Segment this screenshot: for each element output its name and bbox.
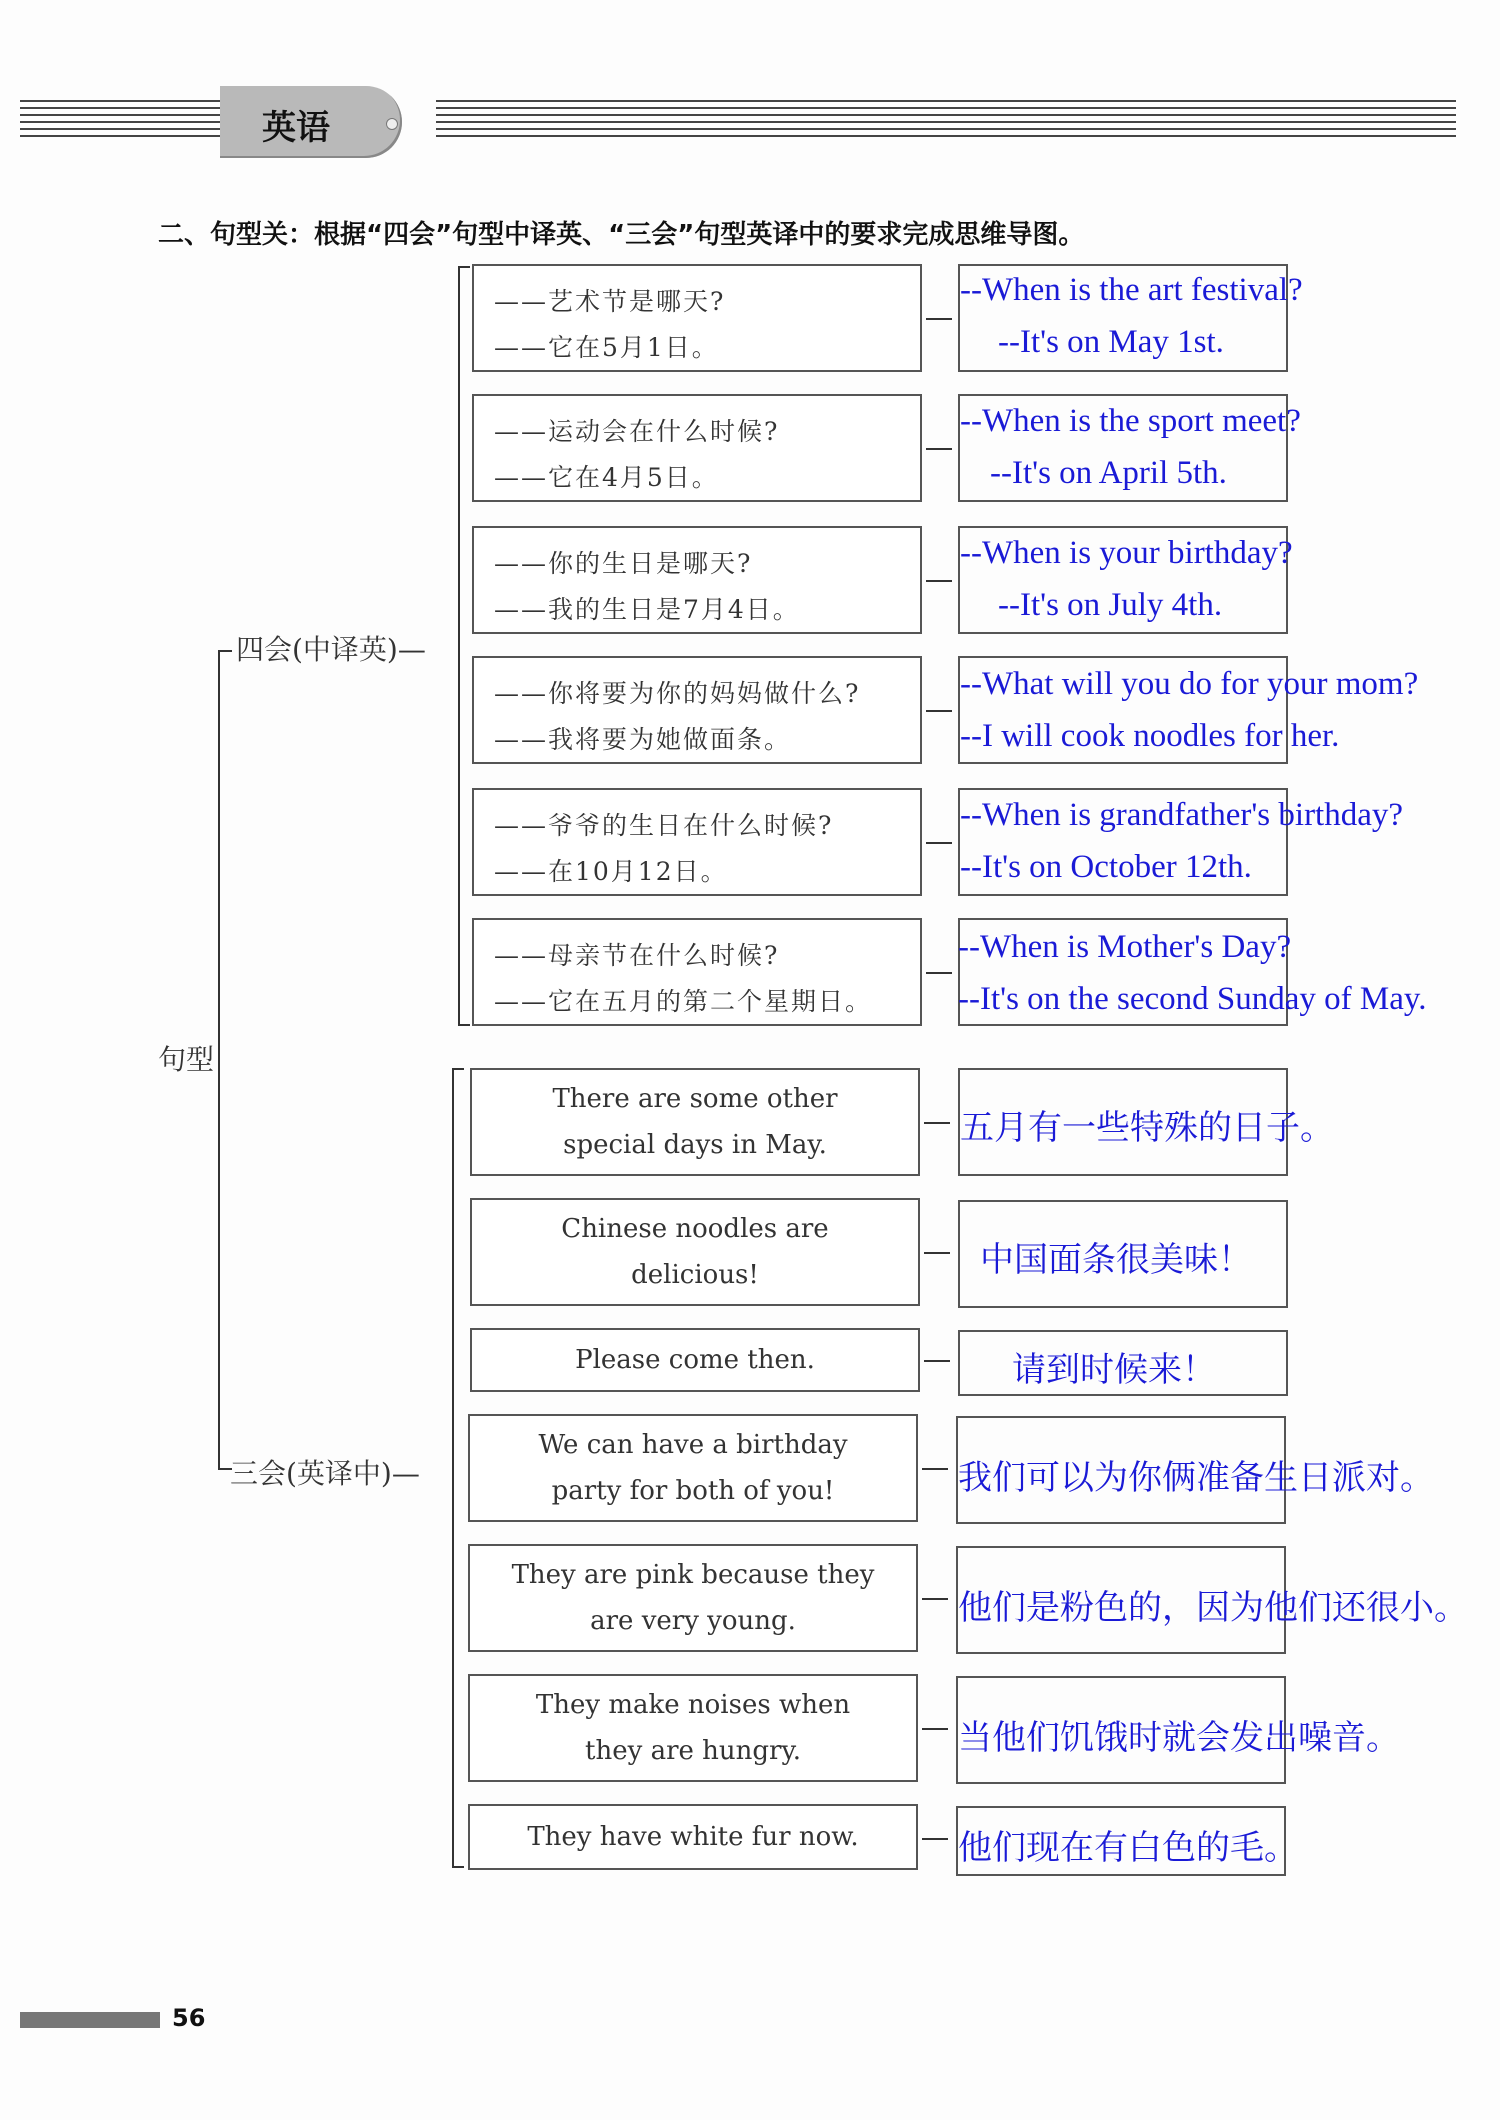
- question-line: ——母亲节在什么时候?: [494, 941, 780, 970]
- connector: [926, 842, 952, 844]
- english-answer-line: --I will cook noodles for her.: [960, 718, 1340, 754]
- sentence-line: They are pink because they: [511, 1560, 875, 1590]
- chinese-question-box: [472, 264, 922, 372]
- root-trunk: [218, 650, 220, 1470]
- english-sentence-box: [470, 1198, 920, 1306]
- chinese-answer: 五月有一些特殊的日子。: [960, 1108, 1334, 1148]
- chinese-question-box: [472, 918, 922, 1026]
- chinese-question-box: [472, 394, 922, 502]
- bracket-three-bottom: [452, 1866, 464, 1868]
- english-answer-line: --It's on October 12th.: [960, 849, 1252, 885]
- sentence-line: party for both of you!: [551, 1476, 835, 1506]
- english-answer-line: --When is grandfather's birthday?: [960, 797, 1404, 833]
- answer-line: ——在10月12日。: [494, 857, 728, 886]
- english-answer-line: --When is the art festival?: [960, 272, 1303, 308]
- bracket-four-skills: [458, 266, 460, 1026]
- connector: [926, 972, 952, 974]
- english-answer-line: --It's on the second Sunday of May.: [958, 981, 1427, 1017]
- question-line: ——你将要为你的妈妈做什么?: [494, 679, 861, 708]
- english-sentence-box: [468, 1544, 918, 1652]
- sentence-line: special days in May.: [563, 1130, 827, 1160]
- sentence-line: are very young.: [590, 1606, 796, 1636]
- english-sentence-box: [468, 1414, 918, 1522]
- english-answer-line: --It's on April 5th.: [990, 455, 1227, 491]
- bracket-three-skills: [452, 1068, 454, 1868]
- chinese-question-box: [472, 656, 922, 764]
- chinese-answer: 我们可以为你俩准备生日派对。: [958, 1458, 1434, 1498]
- footer-bar: [20, 2012, 160, 2028]
- question-line: ——爷爷的生日在什么时候?: [494, 811, 834, 840]
- bracket-four-bottom: [458, 1024, 470, 1026]
- english-sentence-box: [468, 1804, 918, 1870]
- tab-hole-icon: [386, 118, 398, 130]
- chinese-question-box: [472, 788, 922, 896]
- connector: [926, 580, 952, 582]
- bracket-four-top: [458, 266, 470, 268]
- connector: [924, 1122, 950, 1124]
- english-answer-line: --What will you do for your mom?: [960, 666, 1419, 702]
- connector: [926, 318, 952, 320]
- sentence-line: Please come then.: [575, 1345, 815, 1375]
- answer-line: ——它在4月5日。: [494, 463, 719, 492]
- chinese-answer: 中国面条很美味！: [980, 1240, 1252, 1280]
- chinese-answer: 他们是粉色的，因为他们还很小。: [958, 1588, 1468, 1628]
- answer-line: ——它在5月1日。: [494, 333, 719, 362]
- connector: [922, 1598, 948, 1600]
- chinese-answer: 他们现在有白色的毛。: [958, 1828, 1298, 1868]
- instruction-text: 二、句型关：根据“四会”句型中译英、“三会”句型英译中的要求完成思维导图。: [158, 220, 1085, 250]
- sentence-line: Chinese noodles are: [561, 1214, 829, 1244]
- sentence-line: they are hungry.: [585, 1736, 801, 1766]
- connector: [922, 1728, 948, 1730]
- chinese-answer: 请到时候来！: [1012, 1350, 1216, 1390]
- chinese-question-box: [472, 526, 922, 634]
- sentence-line: They have white fur now.: [527, 1822, 859, 1852]
- sentence-line: We can have a birthday: [538, 1430, 848, 1460]
- connector: [924, 1252, 950, 1254]
- english-answer-line: --When is your birthday?: [960, 535, 1293, 571]
- english-sentence-box: [470, 1328, 920, 1392]
- sentence-line: delicious!: [631, 1260, 759, 1290]
- english-answer-line: --It's on May 1st.: [998, 324, 1224, 360]
- answer-line: ——我的生日是7月4日。: [494, 595, 800, 624]
- connector: [926, 448, 952, 450]
- english-sentence-box: [468, 1674, 918, 1782]
- english-answer-line: --When is Mother's Day?: [958, 929, 1292, 965]
- question-line: ——运动会在什么时候?: [494, 417, 780, 446]
- connector: [924, 1360, 950, 1362]
- header-rule-left: [20, 100, 225, 146]
- english-sentence-box: [470, 1068, 920, 1176]
- header-rule-right: [436, 100, 1456, 146]
- connector: [922, 1468, 948, 1470]
- question-line: ——艺术节是哪天?: [494, 287, 726, 316]
- subject-title: 英语: [262, 108, 330, 148]
- connector: [926, 710, 952, 712]
- english-answer-line: --It's on July 4th.: [998, 587, 1223, 623]
- sentence-line: There are some other: [552, 1084, 838, 1114]
- answer-line: ——它在五月的第二个星期日。: [494, 987, 873, 1016]
- root-label: 句型: [158, 1043, 215, 1076]
- connector: [922, 1838, 948, 1840]
- answer-line: ——我将要为她做面条。: [494, 725, 792, 754]
- sentence-line: They make noises when: [535, 1690, 851, 1720]
- chinese-answer: 当他们饥饿时就会发出噪音。: [958, 1718, 1400, 1758]
- question-line: ——你的生日是哪天?: [494, 549, 753, 578]
- page-number: 56: [172, 2004, 206, 2032]
- branch-three-skills-label: 三会(英译中)—: [230, 1457, 420, 1490]
- trunk-top-tick: [218, 650, 232, 652]
- bracket-three-top: [452, 1068, 464, 1070]
- branch-four-skills-label: 四会(中译英)—: [236, 633, 426, 666]
- english-answer-line: --When is the sport meet?: [960, 403, 1301, 439]
